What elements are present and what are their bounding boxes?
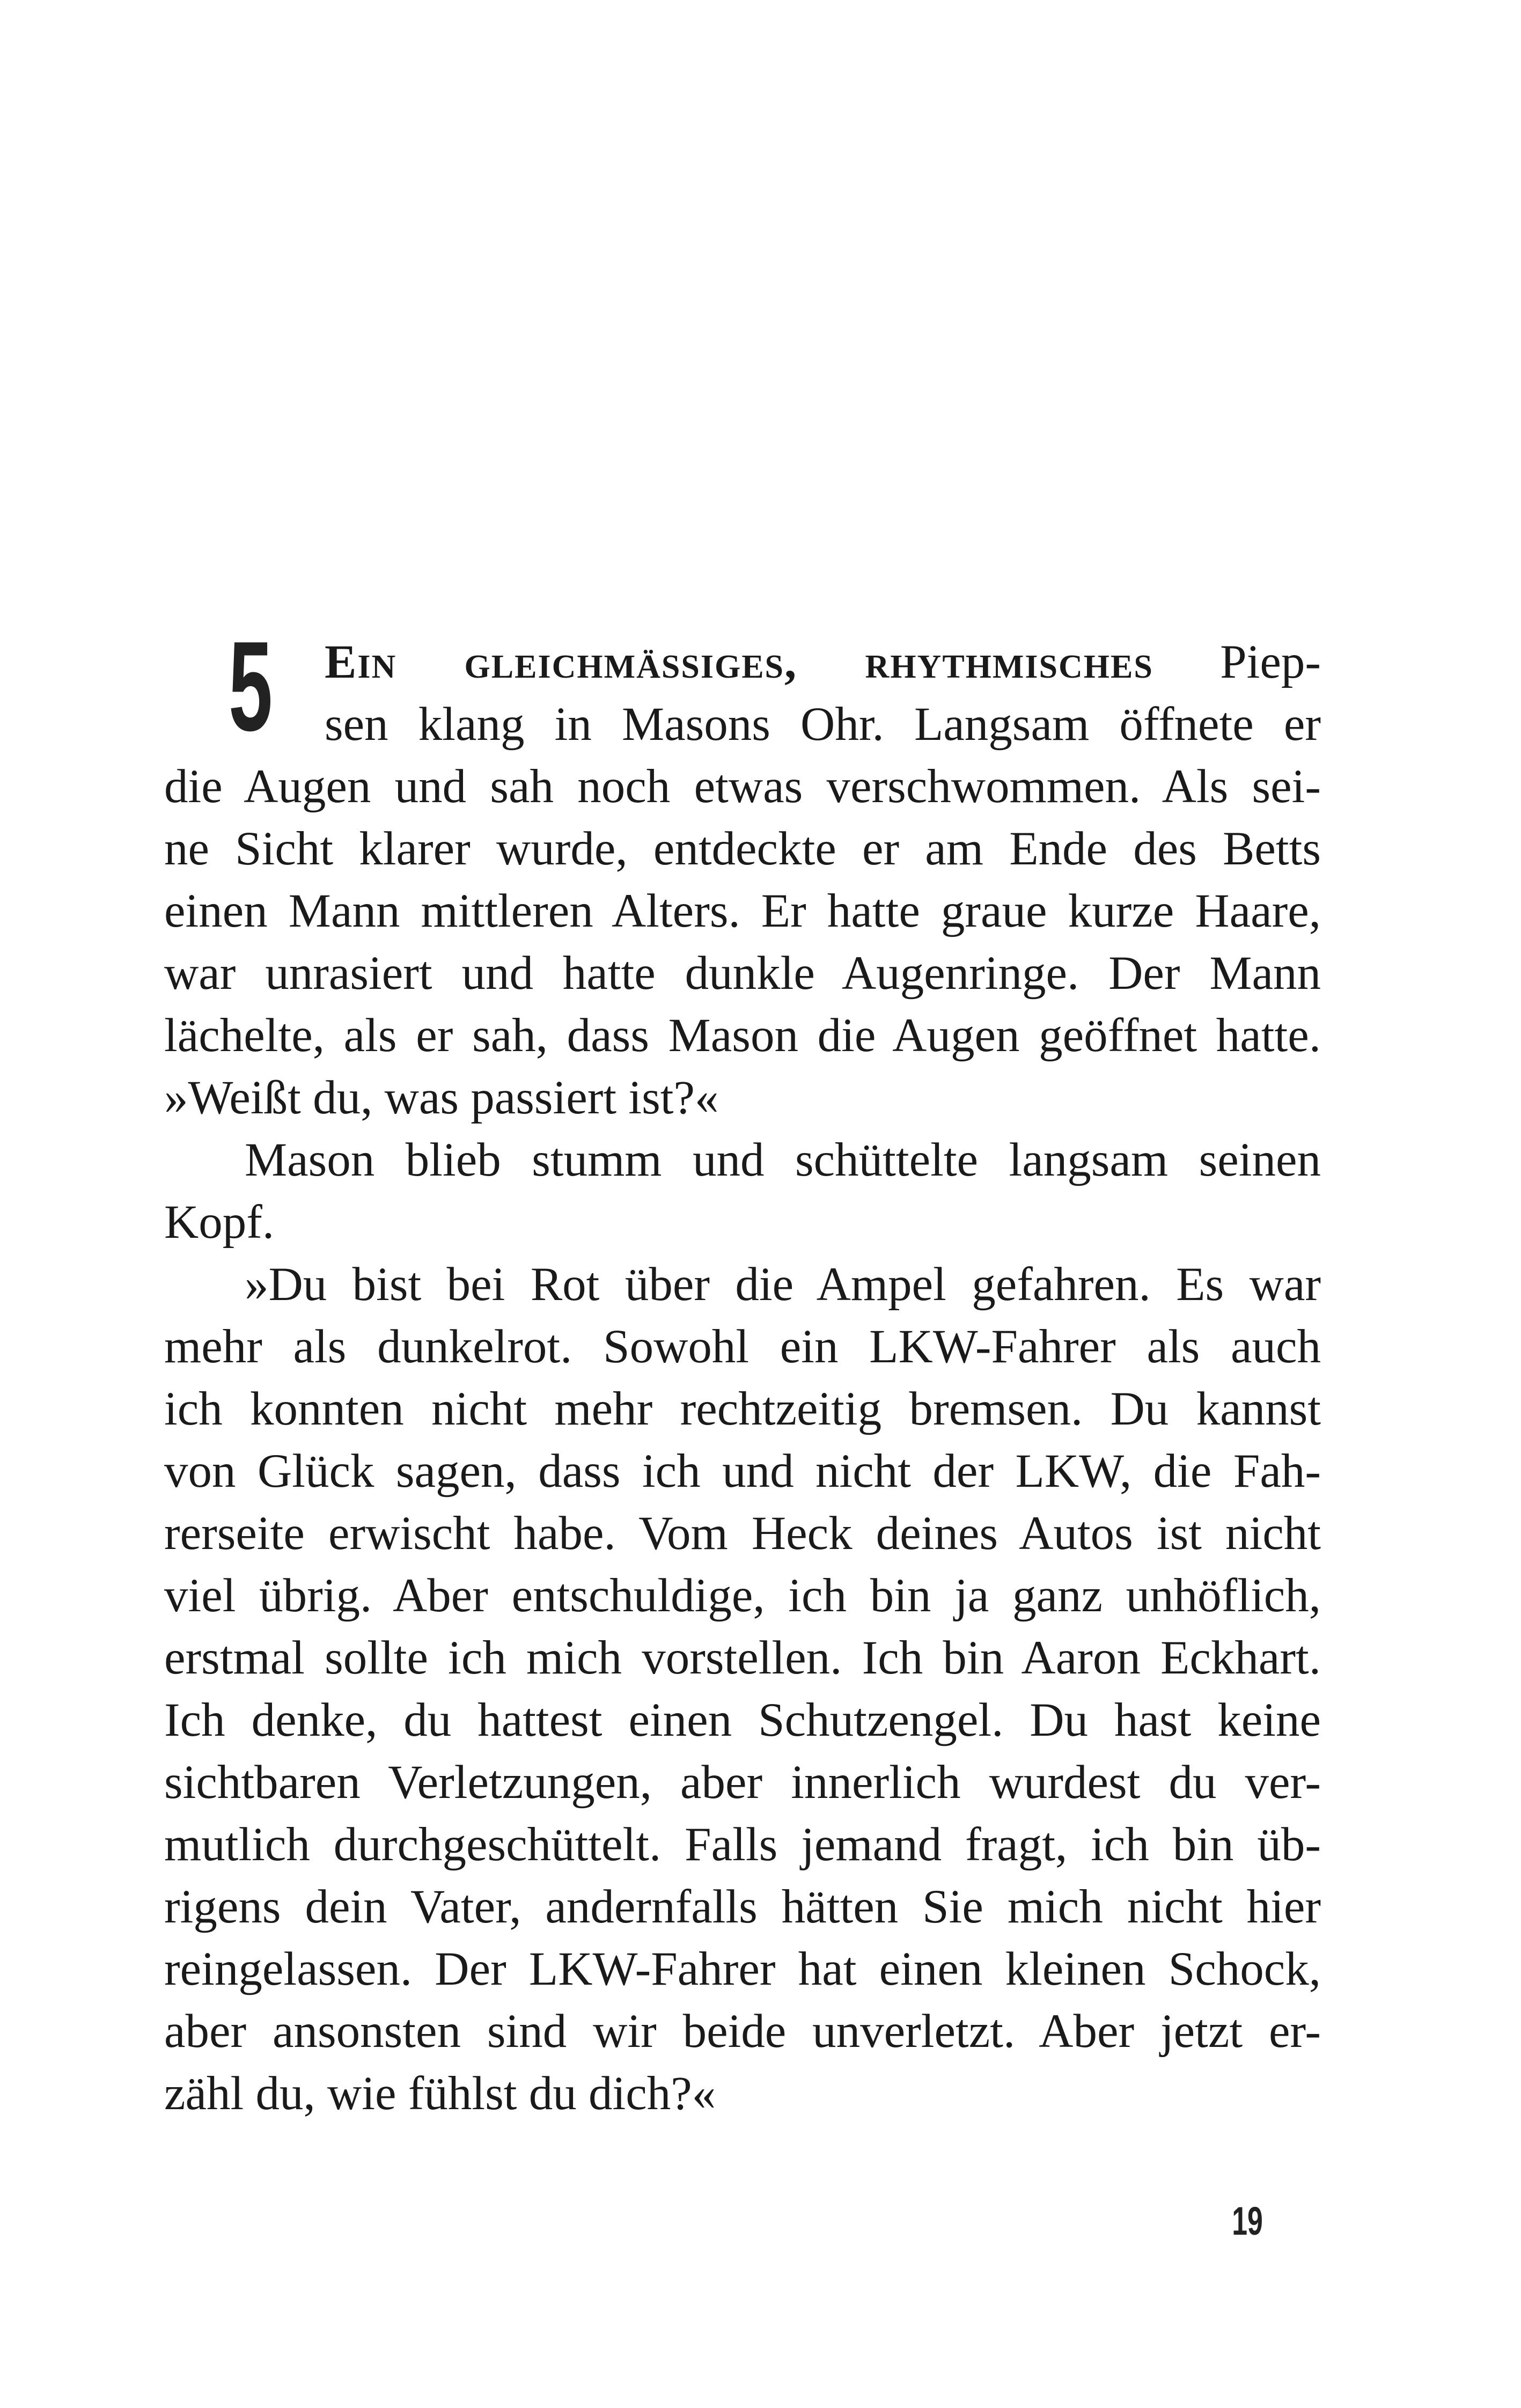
text-line: lächelte, als er sah, dass Mason die Augen geöffnet hatte.: [164, 1009, 1321, 1062]
text-line: erstmal sollte ich mich vorstellen. Ich bin Aaron Eckhart.: [164, 1632, 1321, 1684]
text-line: mutlich durchgeschüttelt. Falls jemand fragt, ich bin üb-: [164, 1818, 1321, 1871]
body-text: [164, 631, 1321, 2125]
text-line: einen Mann mittleren Alters. Er hatte graue kurze Haare,: [164, 885, 1321, 937]
text-line: Kopf.: [164, 1196, 275, 1249]
text-line-fragment: Piep-: [1153, 636, 1321, 688]
text-line: war unrasiert und hatte dunkle Augenringe. Der Mann: [164, 947, 1321, 1000]
text-line: von Glück sagen, dass ich und nicht der LKW, die Fah-: [164, 1445, 1321, 1497]
text-line: viel übrig. Aber entschuldige, ich bin ja ganz unhöflich,: [164, 1569, 1321, 1622]
text-line: die Augen und sah noch etwas verschwommen. Als sei-: [164, 760, 1321, 813]
text-line: ich konnten nicht mehr rechtzeitig bremsen. Du kannst: [164, 1383, 1321, 1435]
text-line: reingelassen. Der LKW-Fahrer hat einen kleinen Schock,: [164, 1943, 1321, 1995]
text-line: rerseite erwischt habe. Vom Heck deines Autos ist nicht: [164, 1507, 1321, 1560]
text-line: rigens dein Vater, andernfalls hätten Sie mich nicht hier: [164, 1881, 1321, 1933]
chapter-number: 5: [229, 615, 273, 758]
text-line: »Weißt du, was passiert ist?«: [164, 1071, 719, 1124]
text-line: zähl du, wie fühlst du dich?«: [164, 2067, 716, 2120]
page-number: 19: [1232, 2199, 1263, 2243]
text-line: sen klang in Masons Ohr. Langsam öffnete er: [325, 698, 1321, 751]
text-line: Mason blieb stumm und schüttelte langsam seinen: [245, 1134, 1321, 1186]
text-line: mehr als dunkelrot. Sowohl ein LKW-Fahrer als auch: [164, 1320, 1321, 1373]
text-line: sichtbaren Verletzungen, aber innerlich wurdest du ver-: [164, 1756, 1321, 1809]
text-line: aber ansonsten sind wir beide unverletzt. Aber jetzt er-: [164, 2005, 1321, 2058]
text-line: Ich denke, du hattest einen Schutzengel. Du hast keine: [164, 1694, 1321, 1746]
text-line: ne Sicht klarer wurde, entdeckte er am Ende des Betts: [164, 823, 1321, 875]
chapter-opening-smallcaps: Ein gleichmässiges, rhythmisches: [325, 636, 1153, 688]
text-line: [164, 631, 1321, 693]
text-line: »Du bist bei Rot über die Ampel gefahren. Es war: [245, 1258, 1321, 1311]
